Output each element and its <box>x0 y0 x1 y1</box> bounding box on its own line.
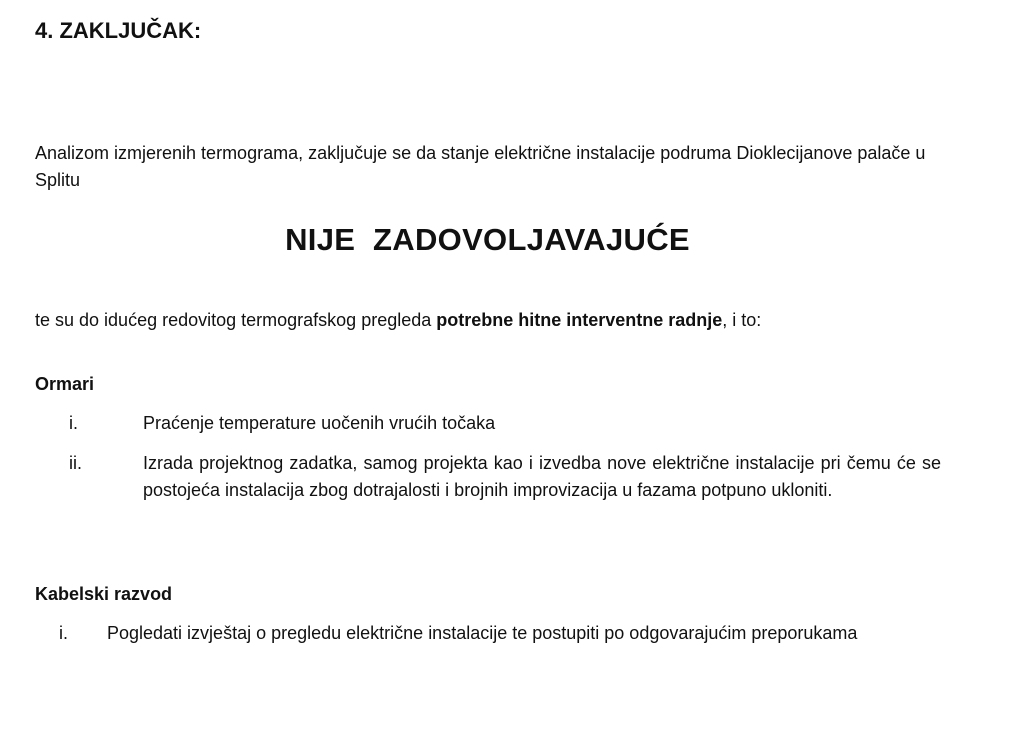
followup-paragraph <box>35 307 761 334</box>
list-item-text: Praćenje temperature uočenih vrućih točaka <box>143 413 496 433</box>
list-item-text: Izrada projektnog zadatka, samog projekta kao i izvedba nove električne instalacije pri čemu će se postojeća instalacija zbog dotrajalosti i brojnih improvizacija u fazama potpuno ukloniti. <box>143 453 941 500</box>
list-item <box>143 410 941 437</box>
list-item-number: i. <box>69 413 78 433</box>
list-item <box>107 620 941 647</box>
list-item-text: Pogledati izvještaj o pregledu električne instalacije te postupiti po odgovarajućim preporukama <box>107 623 858 643</box>
section-title-kabelski-razvod: Kabelski razvod <box>35 584 173 604</box>
list-item-number: i. <box>59 623 68 643</box>
followup-text-after: , i to: <box>722 310 762 330</box>
intro-paragraph: Analizom izmjerenih termograma, zaključuje se da stanje električne instalacije podruma Dioklecijanove palače u Splitu <box>35 143 926 190</box>
list-item-number: ii. <box>69 453 82 473</box>
section-heading: 4. ZAKLJUČAK: <box>35 18 202 43</box>
followup-text-before: te su do idućeg redovitog termografskog pregleda <box>35 310 437 330</box>
section-title-ormari: Ormari <box>35 374 95 394</box>
verdict-title: NIJE ZADOVOLJAVAJUĆE <box>285 222 690 257</box>
followup-bold-text: potrebne hitne interventne radnje <box>436 310 723 330</box>
list-item <box>143 450 941 504</box>
